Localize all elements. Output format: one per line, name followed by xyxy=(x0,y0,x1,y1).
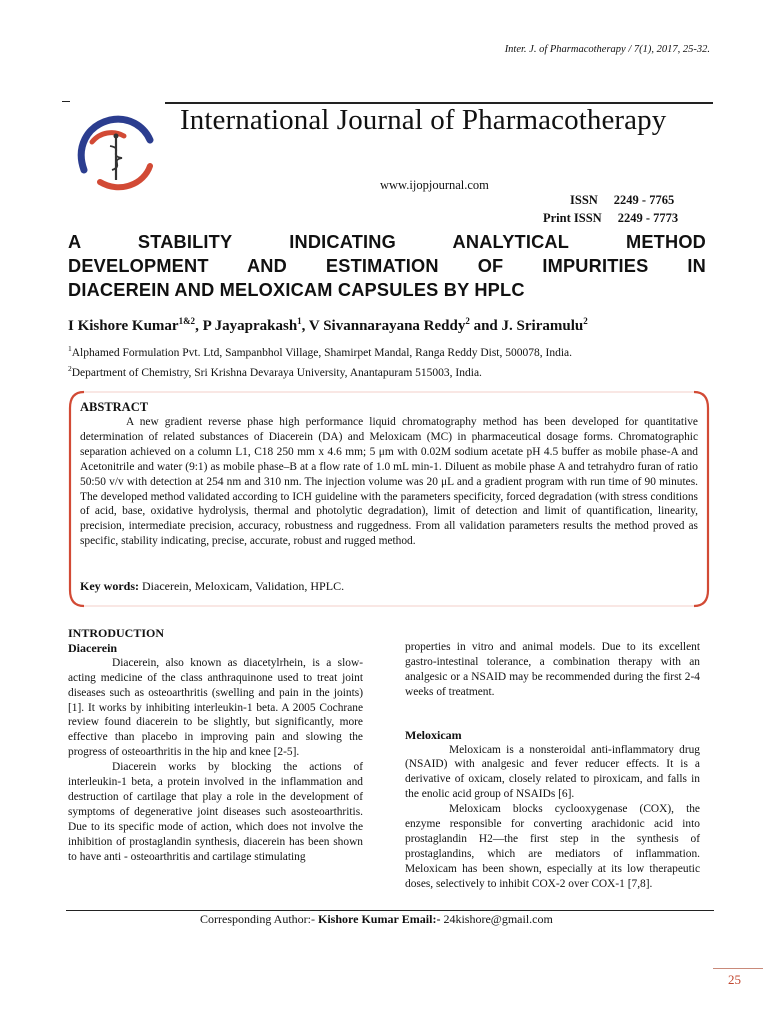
print-issn-row xyxy=(543,211,678,226)
sub-heading: Meloxicam xyxy=(405,727,462,742)
author-separator: , xyxy=(195,318,203,334)
running-head: Inter. J. of Pharmacotherapy / 7(1), 2017, 25-32. xyxy=(504,44,710,55)
header-tick xyxy=(62,101,70,102)
sub-heading: Diacerein xyxy=(68,640,118,655)
section-heading: INTRODUCTION xyxy=(68,626,165,640)
title-line: DEVELOPMENT AND ESTIMATION OF IMPURITIES IN xyxy=(68,256,706,276)
author-affiliation-mark: 1&2 xyxy=(178,316,196,326)
affiliations xyxy=(68,341,572,381)
issn-row xyxy=(570,193,674,208)
affiliation-mark: 2 xyxy=(68,363,72,373)
email-label: Email:- xyxy=(401,912,441,926)
paragraph: properties in vitro and animal models. Due to its excellent gastro-intestinal tolerance, a combination therapy with an analgesic or a NSAID may be recommended during the first 2-4 weeks of treatment. xyxy=(405,641,700,698)
author-name: P Jayaprakash xyxy=(202,318,298,334)
author-affiliation-mark: 1 xyxy=(297,316,302,326)
author-name: J. Sriramulu xyxy=(501,318,584,334)
keywords-text: Diacerein, Meloxicam, Validation, HPLC. xyxy=(142,579,345,593)
print-issn-label: Print ISSN xyxy=(543,211,602,225)
corresponding-name: Kishore Kumar xyxy=(318,912,399,926)
affiliation-text: Alphamed Formulation Pvt. Ltd, Sampanbhol Village, Shamirpet Mandal, Ranga Reddy Dist, 500078, India. xyxy=(71,346,572,359)
paper-title xyxy=(68,230,706,302)
abstract-heading: ABSTRACT xyxy=(80,400,149,414)
journal-title: International Journal of Pharmacotherapy xyxy=(180,104,667,136)
right-column xyxy=(405,640,700,892)
paragraph: Diacerein, also known as diacetylrhein, is a slow-acting medicine of the class anthraquinone used to treat joint diseases such as osteoarthritis (swelling and pain in the joints) [1]. It works by inhibiting interleukin-1 beta. A 2005 Cochrane review found diacerein to be slightly, but significantly, more effective than placebo in improving pain and slowing the progress of osteoarthritis in the hip and knee [2-5]. xyxy=(68,656,363,759)
author-affiliation-mark: 2 xyxy=(583,316,588,326)
left-column xyxy=(68,626,363,865)
paragraph: Diacerein works by blocking the actions of interleukin-1 beta, a protein involved in the inflammation and destruction of cartilage that play a role in the development of symptoms of degenerative joint diseases such asosteoarthritis. Due to its specific mode of action, which does not involve the inhibition of prostaglandin synthesis, diacerein has been shown to have anti - osteoarthritis and cartilage stimulating xyxy=(68,761,363,863)
footer-rule xyxy=(66,910,714,911)
journal-website[interactable]: www.ijopjournal.com xyxy=(380,178,489,192)
author-name: I Kishore Kumar xyxy=(68,318,179,334)
journal-logo-icon xyxy=(70,108,160,198)
affiliation-line xyxy=(68,361,572,381)
email-link[interactable]: 24kishore@gmail.com xyxy=(443,912,553,926)
print-issn-value: 2249 - 7773 xyxy=(617,211,679,225)
keywords xyxy=(80,579,344,594)
abstract-text: A new gradient reverse phase high performance liquid chromatography method has been developed for quantitative determination of related substances of Diacerein (DA) and Meloxicam (MC) in pharmaceutical dosage forms. Chromatographic separation achieved on a column L1, C18 250 mm x 4.6 mm; 5 μm with 0.02M sodium acetate pH 4.5 buffer as mobile phase-A and Acetonitrile and water (9:1) as mobile phase–B at a flow rate of 1.0 mL min-1. Diluent as mobile phase A and tetrahydro furan of ratio 50:50 v/v with detection at 254 nm and 310 nm. The injection volume was 20 μL and a gradient program with run time of 90 minutes. The developed method validated according to ICH guideline with the parameters specificity, forced degradation (with stress conditions of acid, base, oxidative hydrolysis, thermal and photolytic degradation), limit of detection and limit of quantification, linearity, precision, intermediate precision, accuracy, robustness and ruggedness. From all validation parameters results the method proved as specific, stability indicating, precise, accurate, robust and rugged method. xyxy=(80,416,698,548)
affiliation-line xyxy=(68,341,572,361)
paragraph: Meloxicam blocks cyclooxygenase (COX), the enzyme responsible for converting arachidonic acid into prostaglandin H2—the first step in the synthesis of prostaglandins, which are mediators of inflammation. Meloxicam has been shown, especially at its low therapeutic doses, selectively to inhibit COX-2 over COX-1 [7,8]. xyxy=(405,803,700,890)
keywords-label: Key words: xyxy=(80,579,139,593)
author-name: V Sivannarayana Reddy xyxy=(308,318,466,334)
corresponding-author xyxy=(200,912,553,927)
affiliation-text: Department of Chemistry, Sri Krishna Devaraya University, Anantapuram 515003, India. xyxy=(71,366,482,379)
issn-label: ISSN xyxy=(570,193,598,207)
page-number: 25 xyxy=(728,972,741,987)
title-line: DIACEREIN AND MELOXICAM CAPSULES BY HPLC xyxy=(68,280,525,300)
paragraph: Meloxicam is a nonsteroidal anti-inflammatory drug (NSAID) with analgesic and fever reducer effects. It is a derivative of oxicam, closely related to piroxicam, and falls in the enolic acid group of NSAIDs [6]. xyxy=(405,743,700,801)
author-separator: and xyxy=(469,318,502,334)
abstract-body xyxy=(80,415,698,549)
issn-value: 2249 - 7765 xyxy=(613,193,675,207)
author-separator: , xyxy=(301,318,309,334)
affiliation-mark: 1 xyxy=(68,344,72,353)
page-number-rule xyxy=(713,968,763,969)
title-line: A STABILITY INDICATING ANALYTICAL METHOD xyxy=(68,232,706,252)
author-affiliation-mark: 2 xyxy=(465,316,470,326)
author-list xyxy=(68,316,588,335)
corresponding-label: Corresponding Author:- xyxy=(200,912,315,926)
